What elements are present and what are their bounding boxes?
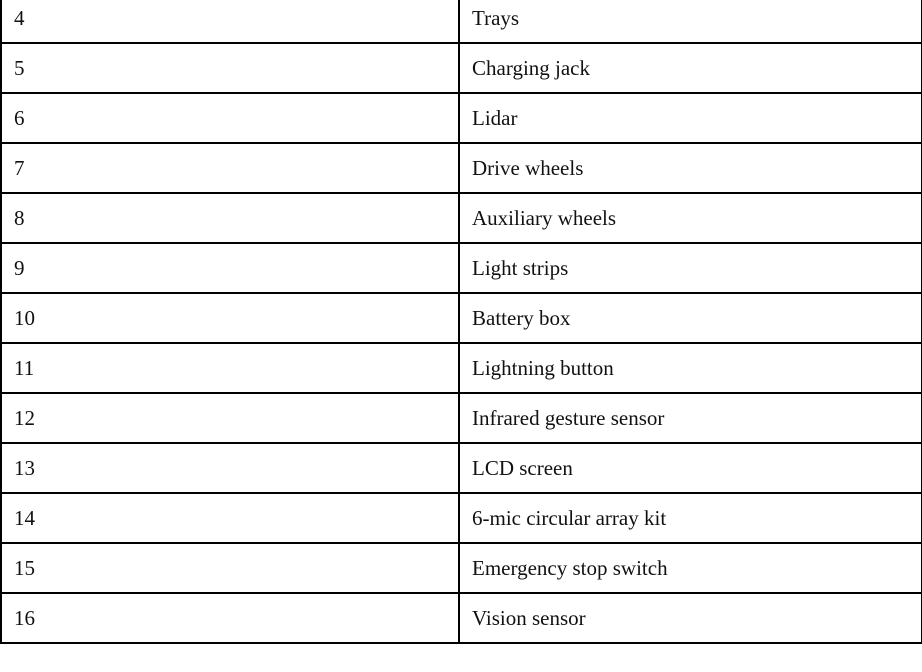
part-name: Charging jack [459,43,922,93]
part-number: 5 [1,43,459,93]
part-number: 8 [1,193,459,243]
part-number: 14 [1,493,459,543]
part-number: 15 [1,543,459,593]
part-name: Infrared gesture sensor [459,393,922,443]
table-row [1,593,922,643]
part-number: 9 [1,243,459,293]
part-number: 12 [1,393,459,443]
part-number: 16 [1,593,459,643]
table-row [1,543,922,593]
table-row [1,443,922,493]
part-name: Light strips [459,243,922,293]
part-name: Battery box [459,293,922,343]
table-row [1,393,922,443]
table-row [1,343,922,393]
part-name: Auxiliary wheels [459,193,922,243]
table-row [1,243,922,293]
part-name: Emergency stop switch [459,543,922,593]
part-number: 10 [1,293,459,343]
part-number: 4 [1,0,459,43]
table-row [1,193,922,243]
part-name: Vision sensor [459,593,922,643]
part-number: 7 [1,143,459,193]
table-row [1,93,922,143]
part-name: Lidar [459,93,922,143]
table-row [1,143,922,193]
part-number: 6 [1,93,459,143]
table-row [1,293,922,343]
part-name: Lightning button [459,343,922,393]
table-row [1,493,922,543]
table-row [1,0,922,43]
part-name: Drive wheels [459,143,922,193]
part-name: LCD screen [459,443,922,493]
part-name: Trays [459,0,922,43]
table-row [1,43,922,93]
part-name: 6-mic circular array kit [459,493,922,543]
part-number: 13 [1,443,459,493]
part-number: 11 [1,343,459,393]
